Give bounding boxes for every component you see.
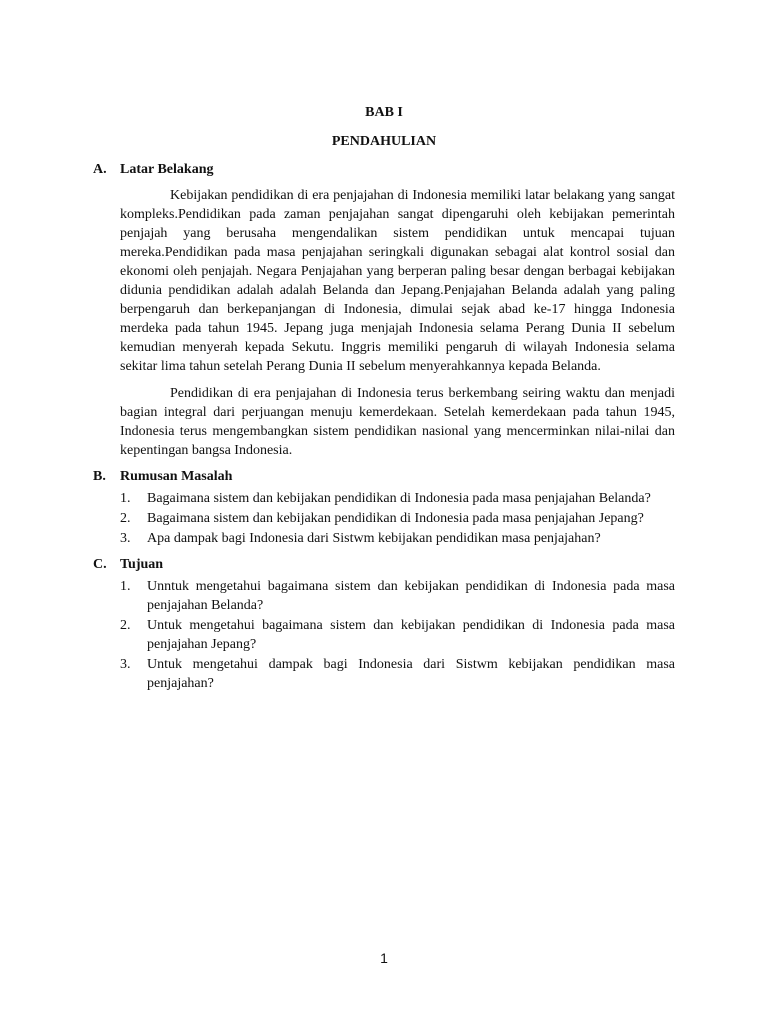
list-number: 3.	[120, 657, 131, 672]
section-letter: B.	[93, 469, 106, 484]
section-heading	[93, 555, 675, 575]
list-text: Apa dampak bagi Indonesia dari Sistwm kebijakan pendidikan masa penjajahan?	[147, 531, 601, 546]
list-item	[120, 529, 675, 548]
list-item	[120, 489, 675, 508]
list-text: Unntuk mengetahui bagaimana sistem dan kebijakan pendidikan di Indonesia pada masa penjajahan Belanda?	[147, 579, 675, 613]
section-heading	[93, 160, 675, 180]
list-text: Untuk mengetahui dampak bagi Indonesia dari Sistwm kebijakan pendidikan masa penjajahan?	[147, 657, 675, 691]
numbered-list	[120, 489, 675, 548]
list-number: 1.	[120, 491, 131, 506]
document-body	[93, 160, 675, 700]
section-heading	[93, 467, 675, 487]
section-title: Tujuan	[120, 557, 164, 572]
section-tujuan	[93, 555, 675, 693]
list-item	[120, 616, 675, 654]
list-item	[120, 655, 675, 693]
section-latar-belakang	[93, 160, 675, 460]
chapter-title: PENDAHULIAN	[331, 134, 437, 149]
page-number: 1	[380, 950, 388, 966]
list-item	[120, 509, 675, 528]
list-text: Bagaimana sistem dan kebijakan pendidikan di Indonesia pada masa penjajahan Belanda?	[147, 491, 651, 506]
section-title: Latar Belakang	[120, 162, 214, 177]
list-text: Untuk mengetahui bagaimana sistem dan kebijakan pendidikan di Indonesia pada masa penjajahan Jepang?	[147, 618, 675, 652]
list-number: 1.	[120, 579, 131, 594]
paragraph: Kebijakan pendidikan di era penjajahan di Indonesia memiliki latar belakang yang sangat kompleks.Pendidikan pada zaman penjajahan sangat dipengaruhi oleh kebijakan pemerintah penjajah yang berusaha mengendalikan sistem pendidikan untuk mencapai tujuan mereka.Pendidikan pada masa penjajahan seringkali digunakan sebagai alat kontrol sosial dan ekonomi oleh penjajah. Negara Penjajahan yang berperan paling besar dengan berbagai kebijakan didunia pendidikan adalah adalah Belanda dan Jepang.Penjajahan Belanda adalah yang paling berpengaruh dan berkepanjangan di Indonesia, dimulai sejak abad ke-17 hingga Indonesia merdeka pada tahun 1945. Jepang juga menjajah Indonesia selama Perang Dunia II sebelum kemudian menyerah kepada Sekutu. Inggris memiliki pengaruh di wilayah Indonesia selama sekitar lima tahun setelah Perang Dunia II sebelum menyerahkannya kepada Belanda.	[120, 188, 675, 374]
section-letter: A.	[93, 162, 107, 177]
section-letter: C.	[93, 557, 107, 572]
section-rumusan-masalah	[93, 467, 675, 548]
list-text: Bagaimana sistem dan kebijakan pendidikan di Indonesia pada masa penjajahan Jepang?	[147, 511, 644, 526]
numbered-list	[120, 577, 675, 693]
list-item	[120, 577, 675, 615]
chapter-number: BAB I	[365, 105, 403, 120]
list-number: 2.	[120, 618, 131, 633]
paragraph: Pendidikan di era penjajahan di Indonesia terus berkembang seiring waktu dan menjadi bagian integral dari perjuangan menuju kemerdekaan. Setelah kemerdekaan pada tahun 1945, Indonesia terus mengembangkan sistem pendidikan nasional yang mencerminkan nilai-nilai dan kepentingan bangsa Indonesia.	[120, 386, 675, 458]
list-number: 3.	[120, 531, 131, 546]
list-number: 2.	[120, 511, 131, 526]
section-title: Rumusan Masalah	[120, 469, 233, 484]
